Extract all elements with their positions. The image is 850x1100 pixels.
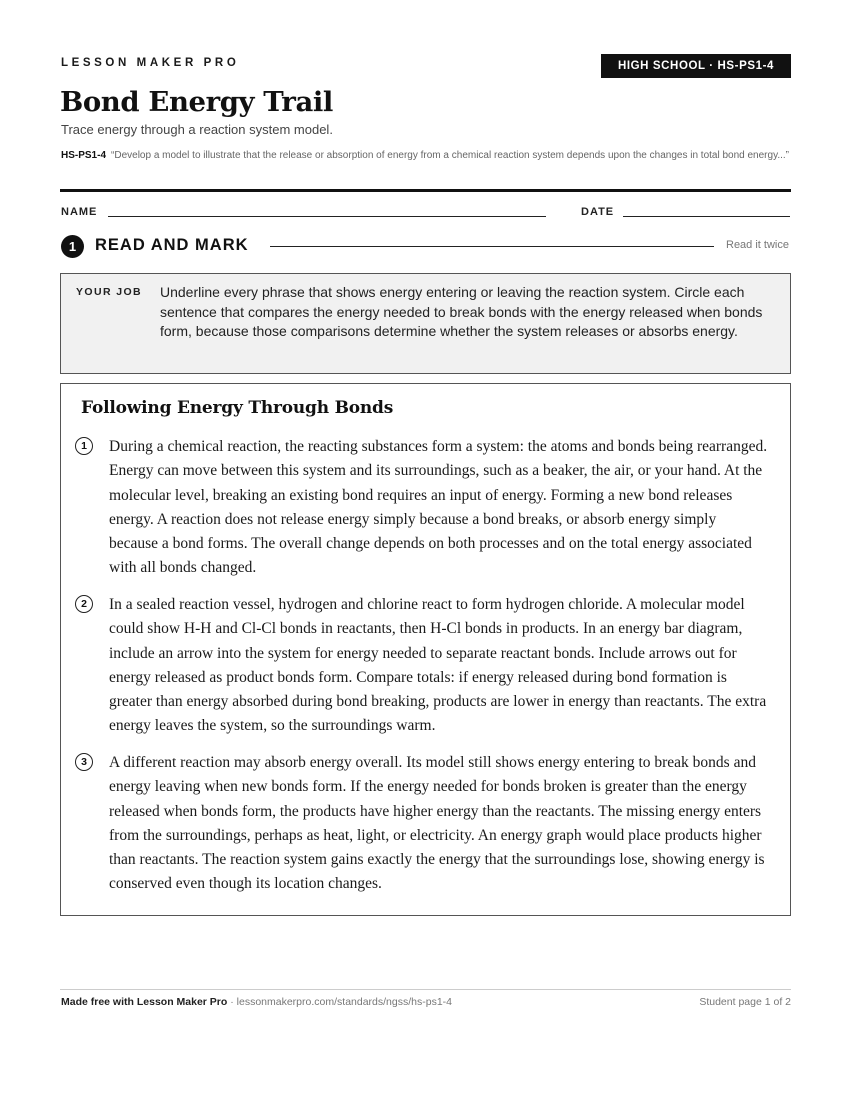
brand-name: LESSON MAKER PRO	[61, 57, 240, 69]
standard-quote: “Develop a model to illustrate that the release or absorption of energy from a chemical reaction system depends upon the changes in total bond energy...”	[111, 150, 789, 161]
page-indicator: Student page 1 of 2	[699, 996, 791, 1008]
worksheet-title: Bond Energy Trail	[60, 86, 333, 118]
footer-divider	[60, 989, 791, 990]
name-line[interactable]	[108, 216, 546, 217]
date-label: DATE	[581, 206, 615, 218]
section-divider	[270, 246, 714, 247]
footer-url[interactable]: lessonmakerpro.com/standards/ngss/hs-ps1-4	[236, 996, 453, 1008]
paragraph-text: During a chemical reaction, the reacting substances form a system: the atoms and bonds being rearranged. Energy can move between this system and its surroundings, such as a beaker, the air, or your hand. At the molecular level, breaking an existing bond requires an input of energy. Forming a new bond releases energy. A reaction does not release energy simply because a bond breaks, or absorb energy simply because a bond forms. The overall change depends on both processes and on the total energy associated with all bonds changed.	[109, 438, 768, 577]
section-title: READ AND MARK	[95, 236, 249, 254]
date-line[interactable]	[623, 216, 790, 217]
standard-code: HS-PS1-4	[61, 150, 107, 161]
header-divider	[60, 189, 791, 192]
paragraph-number: 1	[75, 437, 93, 455]
section-number-badge: 1	[61, 235, 84, 258]
passage-title: Following Energy Through Bonds	[81, 398, 394, 418]
instructions-box	[60, 273, 791, 374]
paragraph-number: 3	[75, 753, 93, 771]
footer-made-with: Made free with Lesson Maker Pro	[61, 996, 228, 1008]
worksheet-subtitle: Trace energy through a reaction system model.	[61, 122, 333, 137]
footer-separator: ·	[227, 996, 237, 1008]
paragraph-text: In a sealed reaction vessel, hydrogen and chlorine react to form hydrogen chloride. A molecular model could show H-H and Cl-Cl bonds in reactants, then H-Cl bonds in products. In an energy bar diagram, include an arrow into the system for energy needed to separate reactant bonds. Include arrows out for energy released as product bonds form. Compare totals: if energy released during bond formation is greater than energy absorbed during bond breaking, products are lower in energy than reactants. The extra energy leaves the system, so the surroundings warm.	[109, 596, 767, 735]
paragraph-number: 2	[75, 595, 93, 613]
paragraph-text: A different reaction may absorb energy overall. Its model still shows energy entering to break bonds and energy leaving when new bonds form. If the energy needed for bonds broken is greater than the energy released when bonds form, the products have higher energy than the reactants. The missing energy enters from the surroundings, perhaps as heat, light, or electricity. An energy graph would place products higher than reactants. The reaction system gains exactly the energy that the surroundings lose, showing energy is conserved even though its location changes.	[109, 754, 765, 893]
instructions-label: YOUR JOB	[76, 286, 143, 298]
instructions-text: Underline every phrase that shows energy entering or leaving the reaction system. Circle each sentence that compares the energy needed to break bonds with the energy released when bonds form, because those comparisons determine whether the system releases or absorbs energy.	[160, 284, 763, 339]
footer-credit	[61, 996, 452, 1008]
name-label: NAME	[61, 206, 98, 218]
grade-standard-badge: HIGH SCHOOL · HS-PS1-4	[601, 54, 791, 78]
section-note: Read it twice	[726, 239, 789, 251]
standard-statement	[61, 148, 793, 163]
reading-passage	[60, 383, 791, 916]
